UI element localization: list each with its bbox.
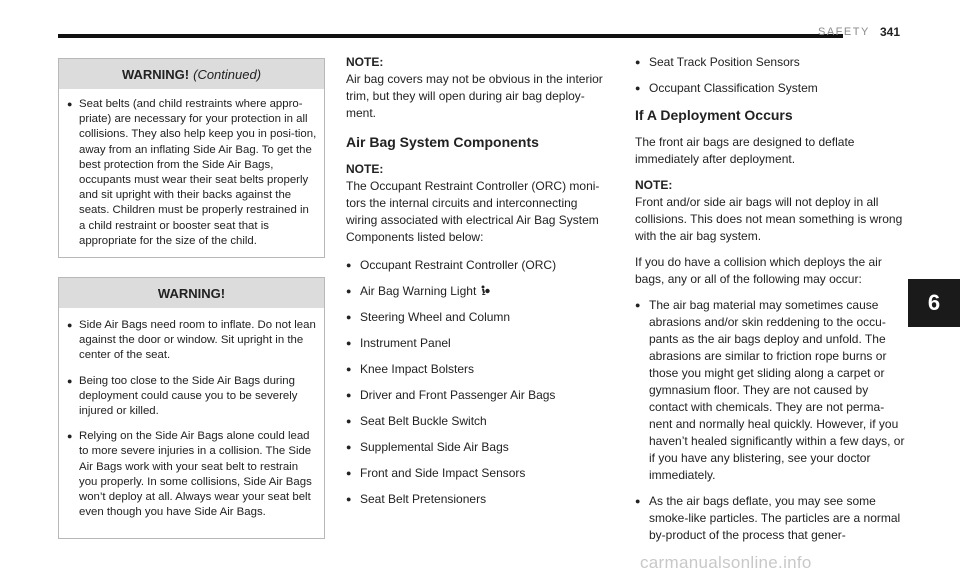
- warning-box-title: [59, 278, 324, 308]
- warning-item: [67, 97, 318, 249]
- bullet-icon: ●: [346, 260, 352, 270]
- warning-title-text: WARNING!: [157, 285, 226, 301]
- list-item-text: Steering Wheel and Column: [360, 310, 511, 324]
- list-item: [346, 413, 610, 430]
- note-label: NOTE:: [346, 162, 384, 176]
- paragraph: If you do have a collision which deploys the air bags, any or all of the following may occur:: [635, 255, 882, 286]
- list-item-text: The air bag material may sometimes cause abrasions and/or skin reddening to the occu-pants as the air bags deploy and unfold. The abrasions are similar to friction rope burns or those you might get sliding along a carpet or gymnasium floor. They are not caused by contact with chemicals. They are not perma-nent and normally heal quickly. However, if you haven’t healed significantly within a few days, or if you have any blistering, see your doctor immediately.: [649, 298, 905, 482]
- bullet-icon: ●: [635, 83, 641, 93]
- warning-item: [67, 429, 318, 520]
- note-label: NOTE:: [346, 55, 384, 69]
- list-item: [346, 387, 610, 404]
- list-item: [635, 80, 907, 97]
- list-item-text: Occupant Classification System: [649, 81, 818, 95]
- bullet-icon: ●: [67, 99, 73, 109]
- list-item: [635, 297, 907, 484]
- bullet-icon: ●: [346, 286, 352, 296]
- bullet-icon: ●: [67, 375, 73, 386]
- warning-box-body: [59, 308, 324, 528]
- middle-column: [346, 54, 610, 517]
- bullet-icon: ●: [346, 416, 352, 426]
- bullet-icon: ●: [346, 468, 352, 478]
- list-item: [635, 54, 907, 71]
- warning-item: [67, 318, 318, 364]
- list-item-text: Front and Side Impact Sensors: [360, 466, 526, 480]
- section-heading: Air Bag System Components: [346, 134, 539, 150]
- note-text: Air bag covers may not be obvious in the interior trim, but they will open during air bag deploy-ment.: [346, 72, 603, 120]
- bullet-icon: ●: [346, 442, 352, 452]
- warning-item-text: Seat belts (and child restraints where appro-priate) are necessary for your protection in all collisions. They also help keep you in posi-tion, away from an inflating Side Air Bag. To get the best protection from the Side Air Bags, occupants must wear their seat belts properly and sit upright with their backs against the seats. Children must be properly restrained in a child restraint or booster seat that is appropriate for the size of the child.: [79, 98, 317, 247]
- chapter-tab[interactable]: 6: [908, 279, 960, 327]
- bullet-icon: ●: [67, 320, 73, 330]
- list-item-text: Seat Belt Pretensioners: [360, 492, 487, 506]
- note-block: [635, 177, 907, 245]
- list-item-text: Driver and Front Passenger Air Bags: [360, 388, 556, 402]
- warning-box-continued: [58, 58, 325, 258]
- list-item: [346, 491, 610, 508]
- list-item: [346, 309, 610, 326]
- bullet-icon: ●: [346, 312, 352, 322]
- note-text: The Occupant Restraint Controller (ORC) moni-tors the internal circuits and interconnecting wiring associated with electrical Air Bag System Components listed below:: [346, 179, 600, 244]
- list-item-text: Instrument Panel: [360, 336, 451, 350]
- list-item-text: Air Bag Warning Light: [360, 284, 477, 298]
- bullet-icon: ●: [346, 494, 352, 504]
- right-column: [635, 54, 907, 553]
- list-item: [346, 283, 610, 300]
- note-block: [346, 54, 610, 122]
- page-number: 341: [880, 25, 901, 39]
- bullet-icon: ●: [67, 431, 73, 442]
- bullet-icon: ●: [346, 390, 352, 400]
- warning-title-text: WARNING!: [121, 66, 190, 82]
- bullet-icon: ●: [346, 338, 352, 348]
- bullet-icon: ●: [635, 496, 641, 506]
- bullet-icon: ●: [635, 57, 641, 67]
- note-label: NOTE:: [635, 178, 673, 192]
- list-item: [346, 257, 610, 274]
- warning-title-suffix: (Continued): [193, 66, 262, 82]
- bullet-icon: ●: [346, 364, 352, 374]
- list-item-text: Occupant Restraint Controller (ORC): [360, 258, 557, 272]
- list-item-text: Seat Belt Buckle Switch: [360, 414, 487, 428]
- list-item: [346, 439, 610, 456]
- list-item: [635, 493, 907, 544]
- list-item: [346, 361, 610, 378]
- warning-item-text: Relying on the Side Air Bags alone could lead to more severe injuries in a collision. The Side Air Bags work with your seat belt to restrain you properly. In some collisions, Side Air Bags won’t deploy at all. Always wear your seat belt even though you have Side Air Bags.: [79, 430, 312, 519]
- paragraph: The front air bags are designed to deflate immediately after deployment.: [635, 135, 855, 166]
- watermark: carmanualsonline.info: [640, 553, 812, 572]
- section-title: SAFETY: [818, 26, 870, 38]
- warning-box-title: [59, 59, 324, 89]
- list-item-text: Supplemental Side Air Bags: [360, 440, 509, 454]
- bullet-icon: ●: [635, 300, 641, 310]
- warning-item-text: Side Air Bags need room to inflate. Do not lean against the door or window. Sit upright in the center of the seat.: [79, 319, 316, 362]
- section-heading: If A Deployment Occurs: [635, 107, 793, 123]
- warning-item-text: Being too close to the Side Air Bags during deployment could cause you to be severely injured or killed.: [79, 374, 298, 418]
- header-rule: [58, 34, 843, 38]
- list-item-text: As the air bags deflate, you may see some smoke-like particles. The particles are a normal by-product of the process that gener-: [649, 494, 901, 542]
- note-block: [346, 161, 610, 246]
- list-item-text: Knee Impact Bolsters: [360, 362, 475, 376]
- list-item-text: Seat Track Position Sensors: [649, 55, 800, 69]
- warning-box: [58, 277, 325, 539]
- list-item: [346, 335, 610, 352]
- note-text: Front and/or side air bags will not deploy in all collisions. This does not mean something is wrong with the air bag system.: [635, 195, 903, 243]
- airbag-warning-icon: [480, 285, 490, 296]
- list-item: [346, 465, 610, 482]
- warning-item: [67, 374, 318, 420]
- warning-box-body: [59, 89, 324, 257]
